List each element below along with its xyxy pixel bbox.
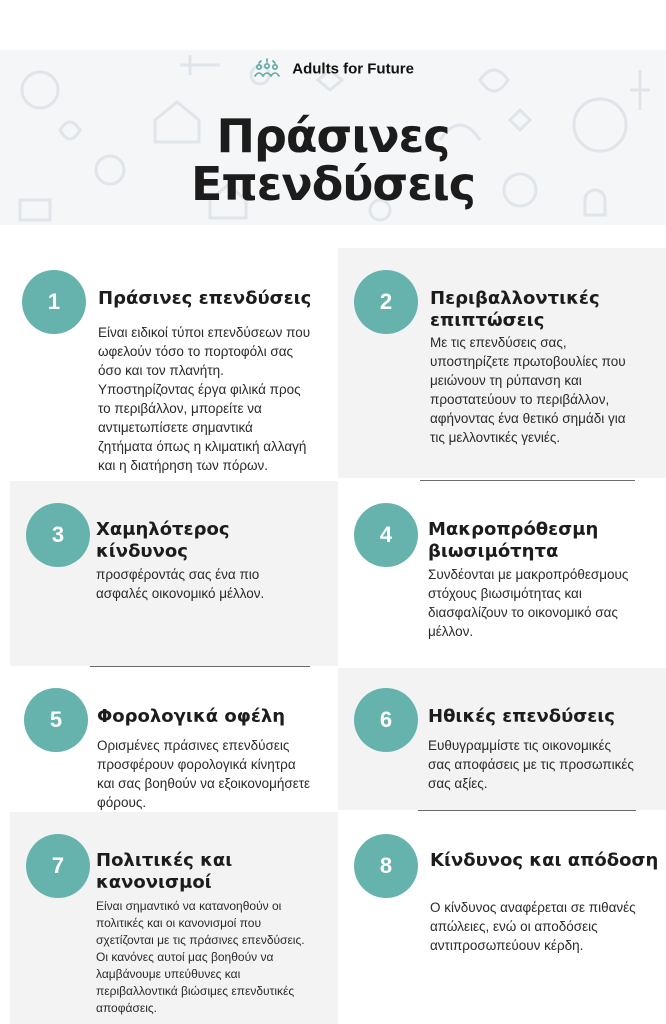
card-4 — [338, 481, 666, 666]
brand-name: Adults for Future — [292, 60, 414, 78]
card-1 — [10, 248, 338, 478]
card-3 — [10, 481, 338, 666]
card-text: προσφέροντάς σας ένα πιο ασφαλές οικονομικό μέλλον. — [96, 567, 265, 601]
card-heading: Ηθικές επενδύσεις — [428, 706, 615, 727]
card-text: Συνδέονται με μακροπρόθεσμους στόχους βιωσιμότητας και διασφαλίζουν το οικονομικό σας μέλλον. — [428, 567, 629, 639]
card-2 — [338, 248, 666, 478]
number-badge: 5 — [24, 688, 88, 752]
card-heading: Μακροπρόθεσμη βιωσιμότητα — [428, 519, 599, 562]
card-heading: Περιβαλλοντικές επιπτώσεις — [430, 288, 600, 331]
number-badge: 2 — [354, 270, 418, 334]
card-heading: Κίνδυνος και απόδοση — [430, 850, 659, 871]
number-badge: 4 — [354, 503, 418, 567]
title-line-2: Επενδύσεις — [190, 157, 476, 211]
card-8 — [338, 812, 666, 1024]
card-heading: Πολιτικές και κανονισμοί — [96, 850, 233, 893]
card-5 — [10, 668, 338, 810]
divider — [418, 810, 636, 811]
card-text: Ορισμένες πράσινες επενδύσεις προσφέρουν φορολογικά κίνητρα και σας βοηθούν να εξοικονομήσετε φόρους. — [97, 738, 311, 810]
card-text: Ευθυγραμμίστε τις οικονομικές σας αποφάσεις με τις προσωπικές σας αξίες. — [428, 738, 634, 791]
divider — [90, 666, 310, 667]
number-badge: 3 — [26, 503, 90, 567]
card-text: Είναι σημαντικό να κατανοηθούν οι πολιτικές και οι κανονισμοί που σχετίζονται με τις πράσινες επενδύσεις. Οι κανόνες αυτοί μας βοηθούν να λαμβάνουμε υπεύθυνες και περιβαλλοντικά βιώσιμες επενδυτικές αποφάσεις. — [96, 899, 305, 1015]
card-heading: Πράσινες επενδύσεις — [98, 288, 312, 309]
card-text: Ο κίνδυνος αναφέρεται σε πιθανές απώλειες, ενώ οι αποδόσεις αντιπροσωπεύουν κέρδη. — [430, 900, 636, 953]
number-badge: 7 — [26, 834, 90, 898]
number-badge: 8 — [354, 834, 418, 898]
card-6 — [338, 668, 666, 810]
number-badge: 6 — [354, 688, 418, 752]
title-line-1: Πράσινες — [216, 109, 450, 163]
card-7 — [10, 812, 338, 1024]
brand — [0, 58, 666, 80]
card-heading: Φορολογικά οφέλη — [97, 706, 286, 727]
people-leaf-icon — [252, 58, 282, 80]
number-badge: 1 — [22, 270, 86, 334]
card-heading: Χαμηλότερος κίνδυνος — [96, 519, 230, 562]
card-text: Με τις επενδύσεις σας, υποστηρίζετε πρωτοβουλίες που μειώνουν τη ρύπανση και προστατεύουν το περιβάλλον, αφήνοντας ένα θετικό σημάδι για τις μελλοντικές γενιές. — [430, 335, 626, 445]
card-text: Είναι ειδικοί τύποι επενδύσεων που ωφελούν τόσο το πορτοφόλι σας όσο και τον πλανήτη. Υποστηρίζοντας έργα φιλικά προς το περιβάλλον, μπορείτε να αντιμετωπίσετε σημαντικά ζητήματα όπως η κλιματική αλλαγή και η διατήρηση των πόρων. — [98, 325, 311, 473]
page-title — [0, 109, 666, 211]
hero-banner — [0, 50, 666, 225]
